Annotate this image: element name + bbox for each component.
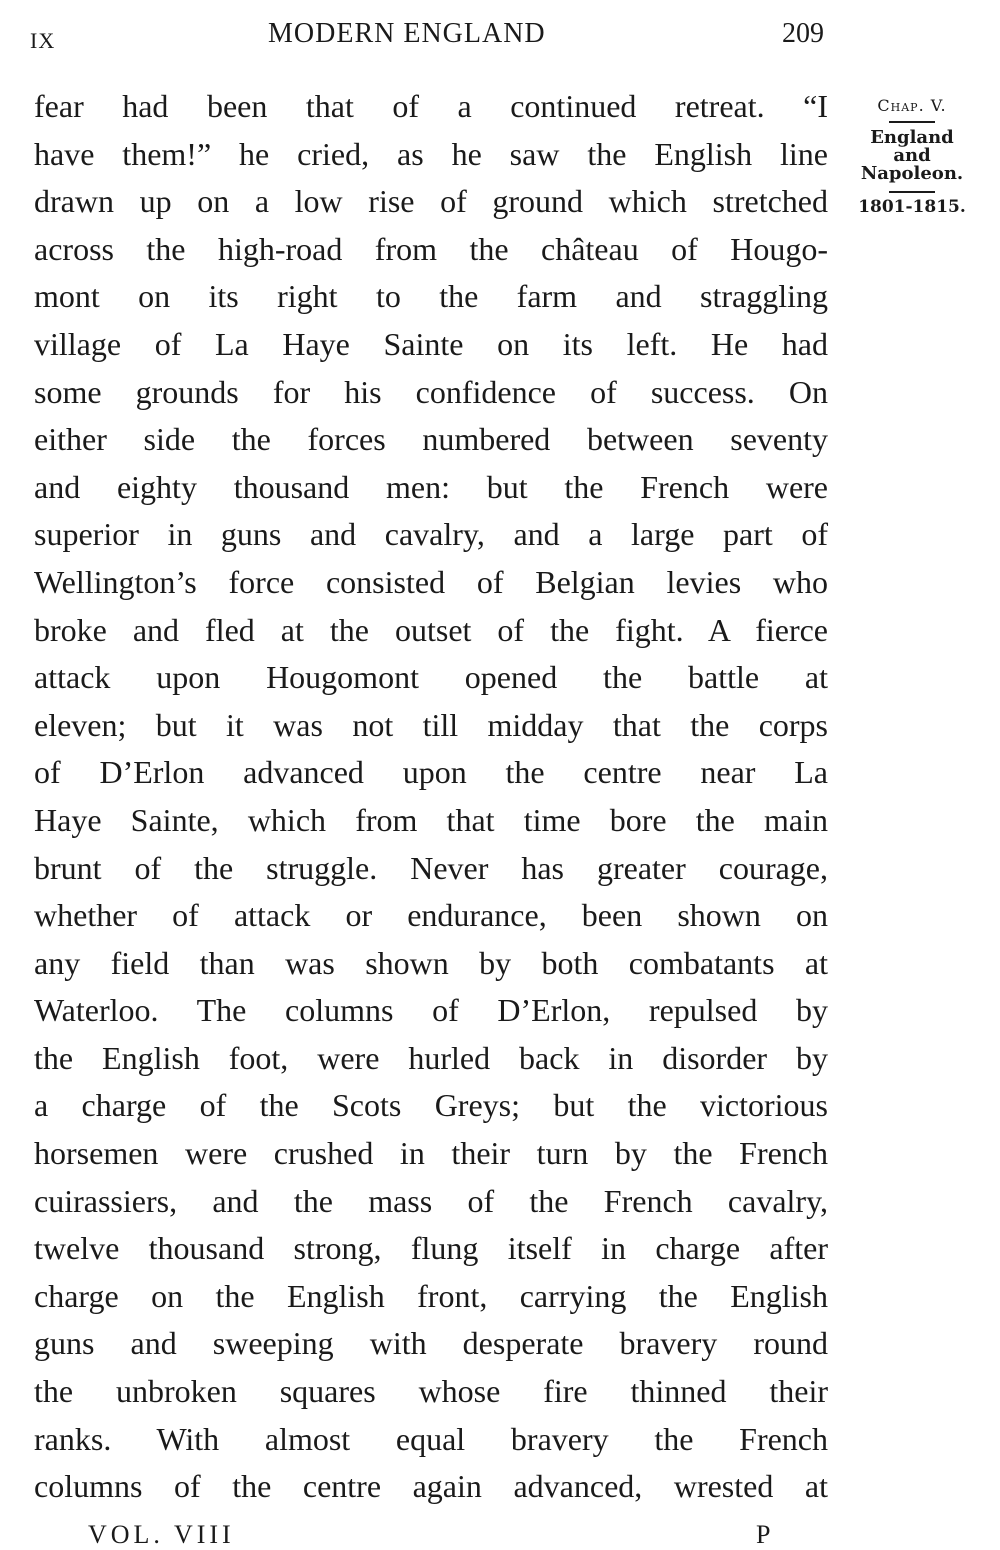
body-text [34, 83, 828, 1511]
margin-years: 1801-1815. [858, 197, 966, 217]
margin-rule [889, 121, 935, 123]
text-line: the unbroken squares whose fire thinned their [34, 1373, 828, 1410]
text-line: fear had been that of a continued retreat. “I [34, 88, 828, 124]
margin-topic-line3: Napoleon. [860, 163, 964, 184]
page-number: 209 [782, 18, 824, 49]
text-line: superior in guns and cavalry, and a large part of [34, 516, 828, 553]
text-line: broke and fled at the outset of the fight. A fierce [34, 611, 828, 648]
margin-chapter: Chap. V. [877, 96, 947, 115]
text-line: guns and sweeping with desperate bravery round [34, 1325, 828, 1362]
text-line: charge on the English front, carrying the English [34, 1277, 828, 1314]
text-line: drawn up on a low rise of ground which stretched [34, 183, 828, 220]
page-footer [0, 1516, 1000, 1549]
text-line: of D’Erlon advanced upon the centre near La [34, 754, 828, 791]
text-line: twelve thousand strong, flung itself in charge after [34, 1230, 828, 1267]
text-line: mont on its right to the farm and straggling [34, 278, 828, 315]
text-line: some grounds for his confidence of success. On [34, 373, 828, 410]
signature-right: P [756, 1520, 771, 1549]
margin-rule [889, 191, 935, 193]
chapter-roman: IX [30, 28, 56, 53]
text-line: either side the forces numbered between seventy [34, 421, 828, 458]
text-line: village of La Haye Sainte on its left. He had [34, 325, 828, 362]
margin-topic-line1: England [870, 127, 954, 148]
text-line: ranks. With almost equal bravery the French [34, 1420, 828, 1457]
text-line: a charge of the Scots Greys; but the victorious [34, 1087, 828, 1124]
text-line: horsemen were crushed in their turn by the French [34, 1135, 828, 1172]
signature-left: VOL. VIII [88, 1520, 235, 1549]
text-line: Waterloo. The columns of D’Erlon, repulsed by [34, 992, 828, 1029]
text-line: eleven; but it was not till midday that the corps [34, 706, 828, 743]
text-line: have them!” he cried, as he saw the English line [34, 135, 828, 172]
margin-topic-line2: and [893, 145, 931, 166]
margin-note [842, 96, 982, 217]
text-line: and eighty thousand men: but the French were [34, 468, 828, 505]
running-title: MODERN ENGLAND [268, 18, 546, 49]
running-header [0, 14, 1000, 54]
text-line: Wellington’s force consisted of Belgian levies who [34, 563, 828, 600]
text-line: Haye Sainte, which from that time bore the main [34, 801, 828, 838]
text-line: the English foot, were hurled back in disorder by [34, 1039, 828, 1076]
text-line: attack upon Hougomont opened the battle at [34, 659, 828, 696]
text-line: cuirassiers, and the mass of the French cavalry, [34, 1182, 828, 1219]
text-line: any field than was shown by both combatants at [34, 944, 828, 981]
text-line: brunt of the struggle. Never has greater courage, [34, 849, 828, 886]
text-line: across the high-road from the château of Hougo- [34, 230, 828, 267]
text-line: columns of the centre again advanced, wrested at [34, 1468, 828, 1505]
text-line: whether of attack or endurance, been shown on [34, 897, 828, 934]
